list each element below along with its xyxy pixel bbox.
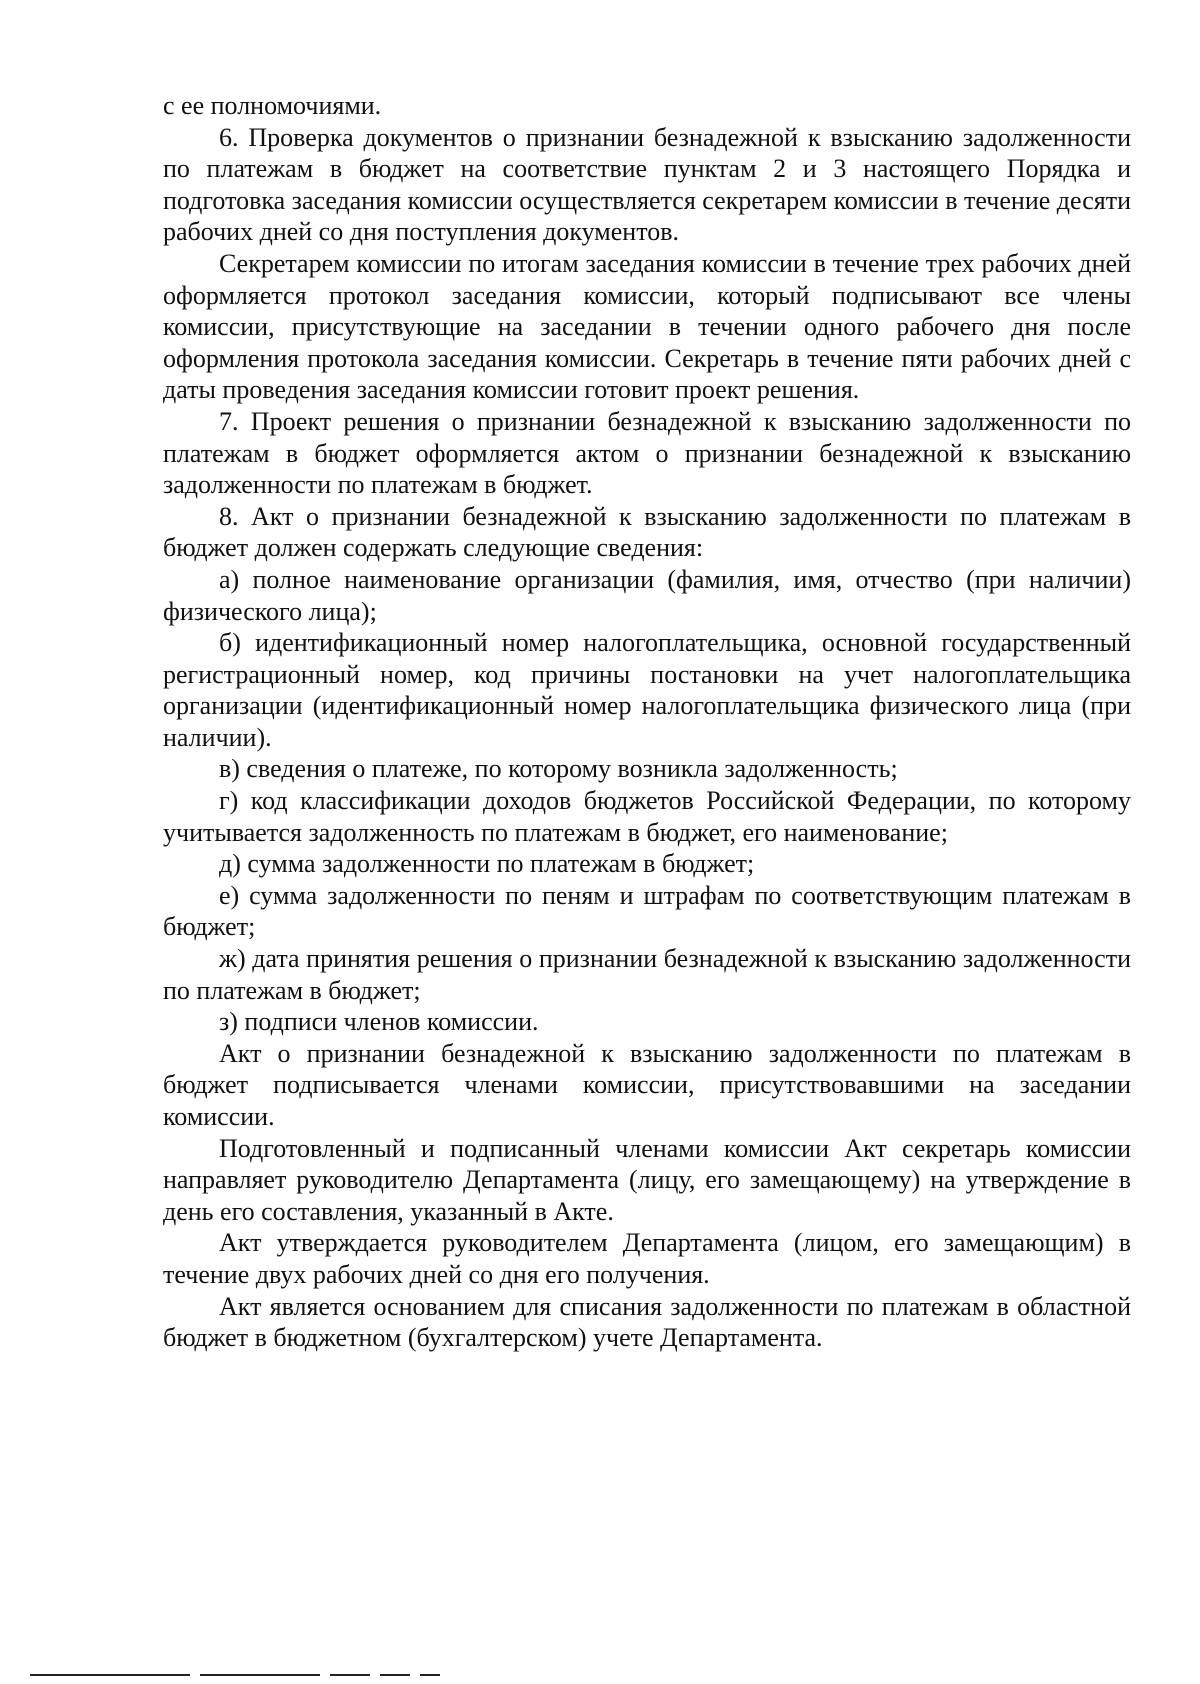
document-page: [163, 90, 1131, 1354]
footer-scan-line: [330, 1674, 370, 1676]
subitem-e: е) сумма задолженности по пеням и штрафам по соответствующим платежам в бюджет;: [163, 880, 1131, 942]
paragraph-item-7: 7. Проект решения о признании безнадежной к взысканию задолженности по платежам в бюджет оформляется актом о признании безнадежной к взысканию задолженности по платежам в бюджет.: [163, 406, 1131, 500]
paragraph-act-submission: Подготовленный и подписанный членами комиссии Акт секретарь комиссии направляет руководителю Департамента (лицу, его замещающему) на утверждение в день его составления, указанный в Акте.: [163, 1133, 1131, 1226]
subitem-zh: ж) дата принятия решения о признании безнадежной к взысканию задолженности по платежам в бюджет;: [163, 944, 1131, 1005]
subitem-b: б) идентификационный номер налогоплательщика, основной государственный регистрационный номер, код причины постановки на учет налогоплательщика организации (идентификационный номер налогоплательщика физического лица (при наличии).: [163, 628, 1131, 752]
subitem-v: в) сведения о платеже, по которому возникла задолженность;: [219, 754, 898, 784]
footer-scan-line: [30, 1674, 190, 1676]
paragraph-item-8: 8. Акт о признании безнадежной к взысканию задолженности по платежам в бюджет должен содержать следующие сведения:: [163, 501, 1131, 563]
paragraph-secretary-protocol: Секретарем комиссии по итогам заседания комиссии в течение трех рабочих дней оформляется протокол заседания комиссии, который подписывают все члены комиссии, присутствующие на заседании в течении одного рабочего дня после оформления протокола заседания комиссии. Секретарь в течение пяти рабочих дней с даты проведения заседания комиссии готовит проект решения.: [163, 248, 1131, 405]
subitem-a: а) полное наименование организации (фамилия, имя, отчество (при наличии) физического лица);: [163, 564, 1131, 626]
paragraph-item-6: 6. Проверка документов о признании безнадежной к взысканию задолженности по платежам в бюджет на соответствие пунктам 2 и 3 настоящего Порядка и подготовка заседания комиссии осуществляется секретарем комиссии в течение десяти рабочих дней со дня поступления документов.: [163, 122, 1131, 247]
paragraph-continuation: с ее полномочиями.: [163, 91, 382, 120]
paragraph-act-approval: Акт утверждается руководителем Департамента (лицом, его замещающим) в течение двух рабочих дней со дня его получения.: [163, 1228, 1131, 1289]
subitem-g: г) код классификации доходов бюджетов Российской Федерации, по которому учитывается задолженность по платежам в бюджет, его наименование;: [163, 786, 1131, 847]
footer-scan-line: [380, 1674, 410, 1676]
paragraph-act-signing: Акт о признании безнадежной к взысканию задолженности по платежам в бюджет подписывается членами комиссии, присутствовавшими на заседании комиссии.: [163, 1038, 1131, 1131]
subitem-z: з) подписи членов комиссии.: [219, 1007, 539, 1037]
footer-scan-line: [420, 1674, 440, 1676]
footer-scan-line: [200, 1674, 320, 1676]
paragraph-act-basis: Акт является основанием для списания задолженности по платежам в областной бюджет в бюджетном (бухгалтерском) учете Департамента.: [163, 1291, 1131, 1353]
subitem-d: д) сумма задолженности по платежам в бюджет;: [219, 849, 755, 879]
